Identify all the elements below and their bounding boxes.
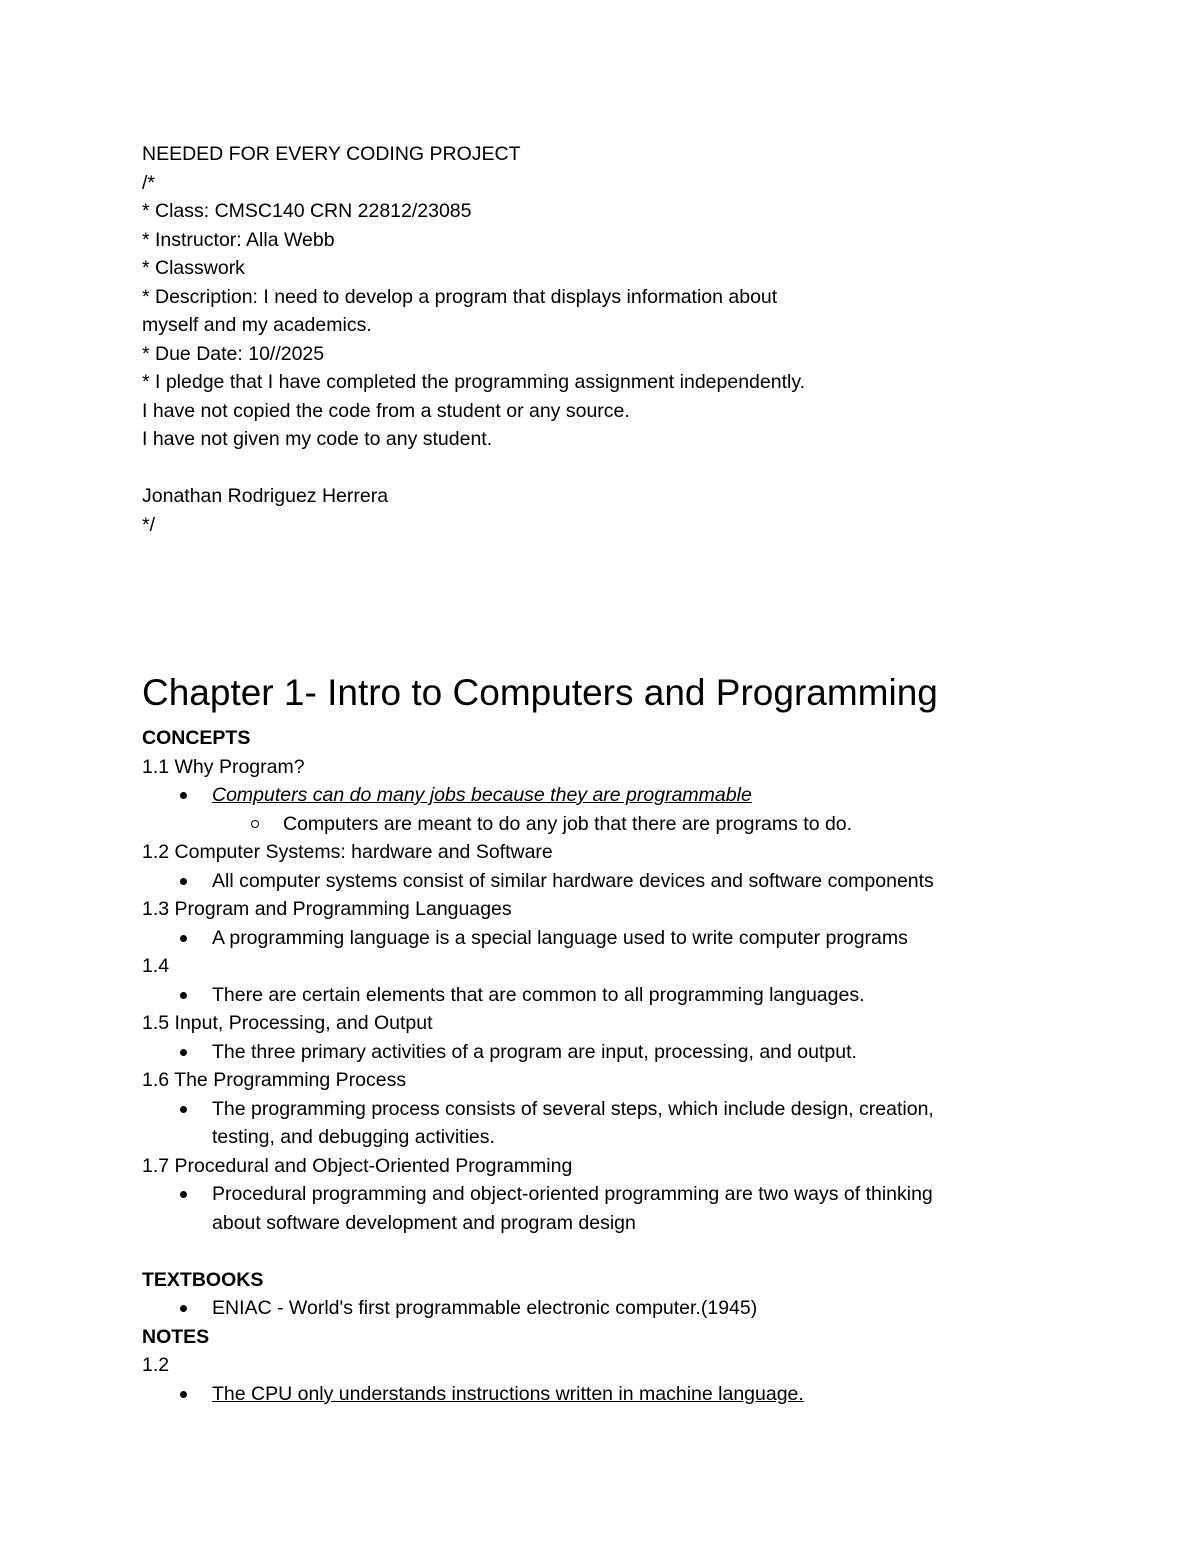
section-heading: 1.6 The Programming Process (142, 1069, 407, 1091)
list-item (142, 1294, 1042, 1323)
sub-bullet-text: Computers are meant to do any job that there are programs to do. (283, 812, 853, 835)
author-name: Jonathan Rodriguez Herrera (142, 485, 389, 507)
bullet-icon (180, 1391, 187, 1398)
bullet-icon (180, 1305, 187, 1312)
section-heading: 1.2 Computer Systems: hardware and Software (142, 841, 553, 863)
bullet-text-line: The programming process consists of several steps, which include design, creation, (212, 1097, 934, 1120)
notes-heading: NOTES (142, 1325, 210, 1348)
bullet-text: The three primary activities of a program are input, processing, and output. (212, 1040, 857, 1063)
list-item (142, 981, 1042, 1010)
bullet-icon (180, 992, 187, 999)
due-date-line: * Due Date: 10//2025 (142, 342, 325, 365)
hollow-bullet-icon (251, 820, 259, 828)
chapter-title: Chapter 1- Intro to Computers and Programming (142, 672, 938, 713)
bullet-icon (180, 1049, 187, 1056)
list-item (142, 1038, 1042, 1067)
section-heading: 1.1 Why Program? (142, 755, 305, 778)
bullet-text: ENIAC - World's first programmable electronic computer.(1945) (212, 1297, 758, 1319)
description-line: * Description: I need to develop a program that displays information about (142, 285, 778, 308)
section-heading: 1.5 Input, Processing, and Output (142, 1012, 433, 1034)
bullet-text: There are certain elements that are common to all programming languages. (212, 983, 865, 1006)
pledge-line: * I pledge that I have completed the programming assignment independently. (142, 371, 806, 393)
comment-close: */ (142, 513, 156, 536)
document-page (142, 140, 1042, 1408)
bullet-icon (180, 792, 187, 799)
bullet-icon (180, 1191, 187, 1198)
not-copied-line: I have not copied the code from a student or any source. (142, 399, 630, 422)
section-heading: 1.7 Procedural and Object-Oriented Programming (142, 1154, 573, 1177)
bullet-text-line: Procedural programming and object-oriented programming are two ways of thinking (212, 1183, 933, 1205)
description-line-cont: myself and my academics. (142, 314, 372, 336)
class-line: * Class: CMSC140 CRN 22812/23085 (142, 200, 472, 222)
classwork-line: * Classwork (142, 257, 245, 279)
bullet-icon (180, 935, 187, 942)
sub-list-item (142, 810, 1042, 839)
comment-open: /* (142, 171, 156, 194)
list-item (142, 1180, 1042, 1237)
bullet-text: A programming language is a special language used to write computer programs (212, 926, 908, 949)
bullet-text-line: testing, and debugging activities. (212, 1126, 495, 1148)
notes-section-number: 1.2 (142, 1354, 170, 1376)
bullet-text: Computers can do many jobs because they are programmable (212, 784, 752, 806)
section-heading: 1.4 (142, 955, 170, 977)
not-given-line: I have not given my code to any student. (142, 428, 493, 450)
bullet-icon (180, 1106, 187, 1113)
list-item (142, 1095, 1042, 1152)
bullet-text-line: about software development and program design (212, 1211, 636, 1234)
instructor-line: * Instructor: Alla Webb (142, 228, 335, 251)
bullet-text: The CPU only understands instructions written in machine language. (212, 1382, 804, 1405)
section-heading: 1.3 Program and Programming Languages (142, 898, 512, 920)
textbooks-heading: TEXTBOOKS (142, 1268, 264, 1291)
project-header-title: NEEDED FOR EVERY CODING PROJECT (142, 143, 521, 165)
bullet-icon (180, 878, 187, 885)
concepts-heading: CONCEPTS (142, 727, 251, 749)
list-item (142, 867, 1042, 896)
list-item (142, 1380, 1042, 1409)
bullet-text: All computer systems consist of similar hardware devices and software components (212, 869, 934, 892)
list-item (142, 924, 1042, 953)
list-item (142, 781, 1042, 810)
